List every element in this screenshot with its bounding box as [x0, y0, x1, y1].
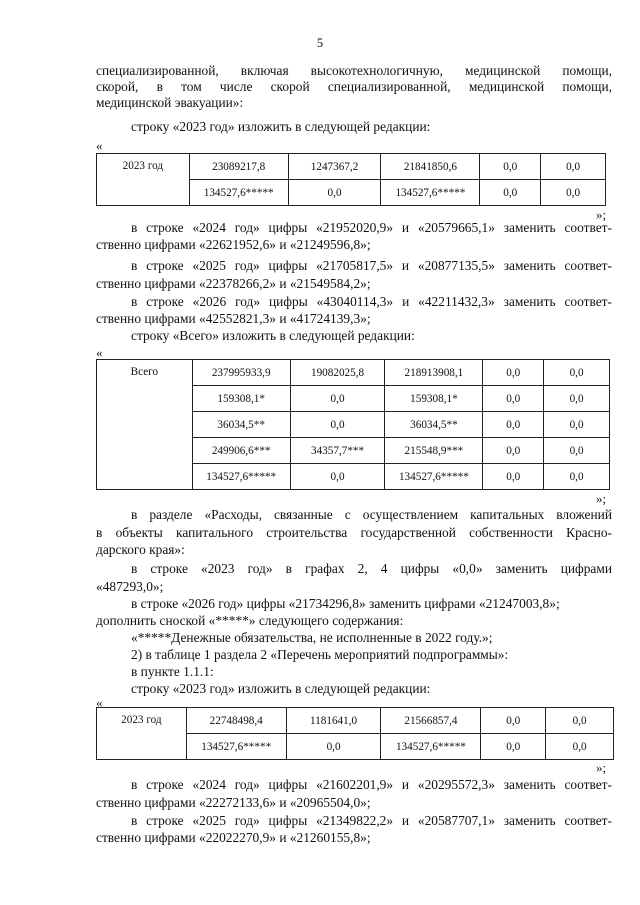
table-cell: 0,0 [483, 412, 544, 438]
table-cell: 0,0 [544, 464, 610, 490]
page-number: 5 [316, 36, 324, 50]
text-line: в разделе «Расходы, связанные с осуществлением капитальных вложений [131, 507, 612, 522]
text-line: строку «Всего» изложить в следующей редакции: [131, 328, 415, 343]
table-cell: 0,0 [481, 734, 546, 760]
table-cell: 0,0 [541, 154, 606, 180]
text-line: в строке «2026 год» цифры «21734296,8» заменить цифрами «21247003,8»; [131, 596, 560, 611]
table-cell: 0,0 [290, 412, 385, 438]
table-2023 [96, 153, 606, 206]
table-cell: 0,0 [544, 412, 610, 438]
table-cell: 36034,5** [192, 412, 290, 438]
table-cell: 0,0 [480, 180, 541, 206]
text-line: в строке «2023 год» в графах 2, 4 цифры «0,0» заменить цифрами [131, 561, 612, 576]
table-cell: 1181641,0 [286, 708, 381, 734]
text-line: «*****Денежные обязательства, не исполненные в 2022 году.»; [131, 630, 493, 645]
text-line: в строке «2025 год» цифры «21705817,5» и «20877135,5» заменить соответ- [131, 258, 612, 273]
table-cell: 134527,6***** [381, 180, 480, 206]
table-cell: 0,0 [483, 438, 544, 464]
table-cell: 159308,1* [192, 386, 290, 412]
table-cell: 0,0 [483, 360, 544, 386]
text-line: 2) в таблице 1 раздела 2 «Перечень мероприятий подпрограммы»: [131, 647, 509, 662]
table-cell: 21841850,6 [381, 154, 480, 180]
close-quote: »; [596, 207, 607, 222]
text-line: «487293,0»; [96, 579, 164, 594]
table-cell: 237995933,9 [192, 360, 290, 386]
table-cell: 0,0 [480, 154, 541, 180]
table-row [97, 360, 610, 386]
text-line: ственно цифрами «22621952,6» и «21249596,8»; [96, 237, 371, 252]
table-total [96, 359, 610, 490]
text-line: ственно цифрами «42552821,3» и «41724139,3»; [96, 311, 371, 326]
text-line: медицинской эвакуации»: [96, 95, 244, 110]
text-line: дополнить сноской «*****» следующего содержания: [96, 613, 404, 628]
open-quote: « [96, 345, 103, 360]
text-line: ственно цифрами «22272133,6» и «20965504,0»; [96, 795, 371, 810]
table-cell: 0,0 [290, 464, 385, 490]
table-cell: 0,0 [546, 708, 614, 734]
table-cell: 23089217,8 [189, 154, 288, 180]
table-cell: 21566857,4 [381, 708, 481, 734]
table-cell: 0,0 [544, 438, 610, 464]
close-quote: »; [596, 760, 607, 775]
table-cell: 134527,6***** [186, 734, 286, 760]
table-cell: 0,0 [481, 708, 546, 734]
text-line: в строке «2024 год» цифры «21602201,9» и «20295572,3» заменить соответ- [131, 777, 612, 792]
table-cell: 0,0 [544, 386, 610, 412]
table-cell: 0,0 [483, 386, 544, 412]
text-line: в строке «2026 год» цифры «43040114,3» и «42211432,3» заменить соответ- [131, 294, 612, 309]
close-quote: »; [596, 491, 607, 506]
row-label: 2023 год [97, 154, 190, 206]
table-cell: 134527,6***** [381, 734, 481, 760]
text-line: строку «2023 год» изложить в следующей редакции: [131, 119, 431, 134]
table-cell: 0,0 [546, 734, 614, 760]
text-line: в объекты капитального строительства государственной собственности Красно- [96, 525, 612, 540]
table-cell: 0,0 [286, 734, 381, 760]
table-cell: 0,0 [544, 360, 610, 386]
text-line: в пункте 1.1.1: [131, 664, 214, 679]
table-row [97, 708, 614, 734]
table-cell: 0,0 [290, 386, 385, 412]
table-cell: 215548,9*** [385, 438, 483, 464]
text-line: скорой, в том числе скорой специализированной, медицинской помощи, [96, 79, 612, 94]
table-cell: 134527,6***** [385, 464, 483, 490]
table-cell: 134527,6***** [192, 464, 290, 490]
table-cell: 159308,1* [385, 386, 483, 412]
table-cell: 1247367,2 [288, 154, 381, 180]
open-quote: « [96, 138, 103, 153]
table-cell: 218913908,1 [385, 360, 483, 386]
row-label: Всего [97, 360, 193, 490]
row-label: 2023 год [97, 708, 187, 760]
table-cell: 0,0 [288, 180, 381, 206]
text-line: строку «2023 год» изложить в следующей редакции: [131, 681, 431, 696]
table-cell: 249906,6*** [192, 438, 290, 464]
table-cell: 0,0 [483, 464, 544, 490]
table-cell: 0,0 [541, 180, 606, 206]
table-cell: 134527,6***** [189, 180, 288, 206]
table-cell: 19082025,8 [290, 360, 385, 386]
text-line: дарского края»: [96, 542, 185, 557]
table-cell: 22748498,4 [186, 708, 286, 734]
table-row [97, 154, 606, 180]
text-line: в строке «2024 год» цифры «21952020,9» и «20579665,1» заменить соответ- [131, 220, 612, 235]
text-line: в строке «2025 год» цифры «21349822,2» и «20587707,1» заменить соответ- [131, 813, 612, 828]
text-line: ственно цифрами «22022270,9» и «21260155,8»; [96, 830, 371, 845]
text-line: ственно цифрами «22378266,2» и «21549584,2»; [96, 276, 371, 291]
text-line: специализированной, включая высокотехнологичную, медицинской помощи, [96, 63, 612, 78]
table-2023-item [96, 707, 614, 760]
open-quote: « [96, 695, 103, 710]
table-cell: 34357,7*** [290, 438, 385, 464]
table-cell: 36034,5** [385, 412, 483, 438]
